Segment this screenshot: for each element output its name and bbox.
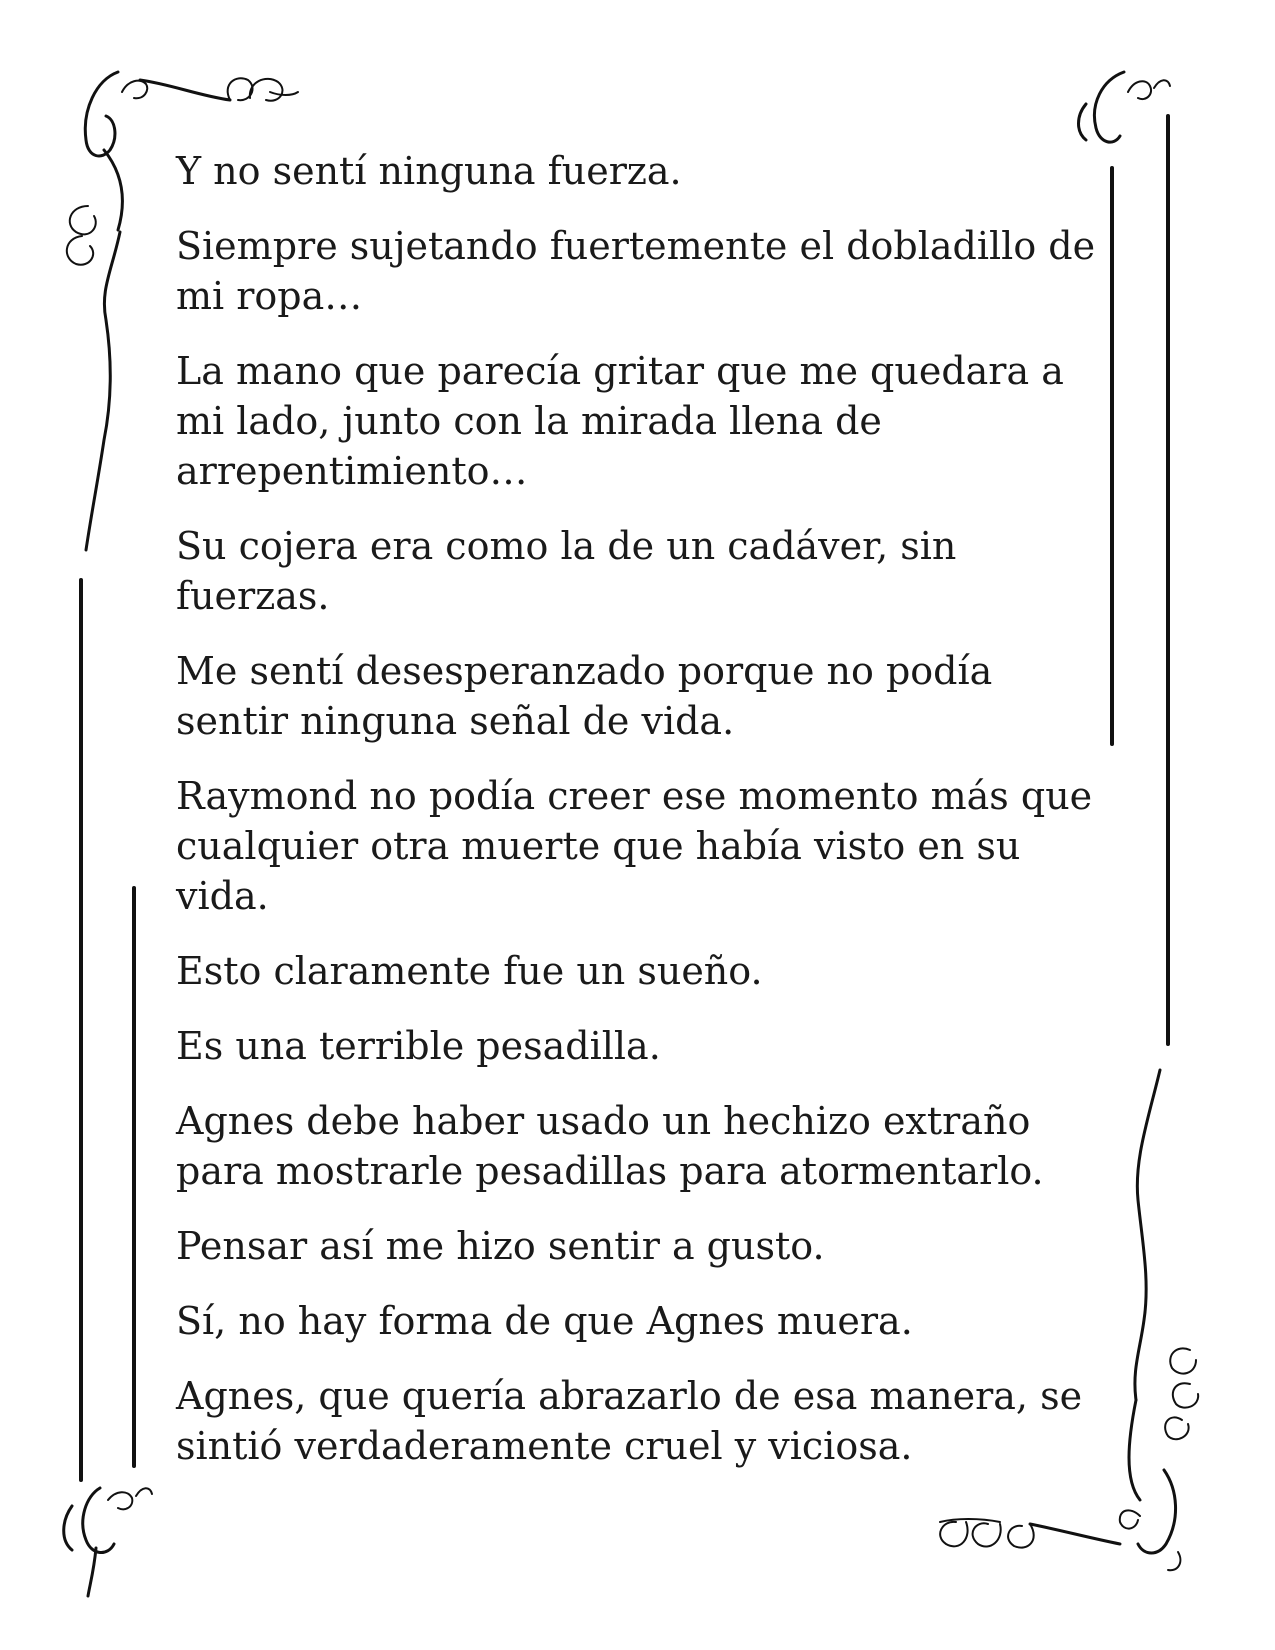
paragraph: Me sentí desesperanzado porque no podía sentir ninguna señal de vida. [176, 649, 993, 743]
paragraph: Siempre sujetando fuertemente el dobladillo de mi ropa… [176, 224, 1096, 318]
paragraph: Su cojera era como la de un cadáver, sin fuerzas. [176, 524, 957, 618]
bottom-left-flourish-icon [64, 1488, 152, 1596]
paragraph: Y no sentí ninguna fuerza. [176, 149, 682, 193]
paragraph: Agnes debe haber usado un hechizo extraño para mostrarle pesadillas para atormentarlo. [176, 1099, 1044, 1193]
paragraph: Es una terrible pesadilla. [176, 1024, 661, 1068]
paragraph: Raymond no podía creer ese momento más que cualquier otra muerte que había visto en su vida. [176, 774, 1093, 918]
paragraph: Agnes, que quería abrazarlo de esa manera, se sintió verdaderamente cruel y viciosa. [176, 1374, 1083, 1468]
paragraph: Sí, no hay forma de que Agnes muera. [176, 1299, 913, 1343]
paragraph: Esto claramente fue un sueño. [176, 949, 763, 993]
paragraph: Pensar así me hizo sentir a gusto. [176, 1224, 825, 1268]
paragraph: La mano que parecía gritar que me quedara a mi lado, junto con la mirada llena de arrepentimiento… [176, 349, 1064, 493]
text-body [176, 146, 1096, 1496]
